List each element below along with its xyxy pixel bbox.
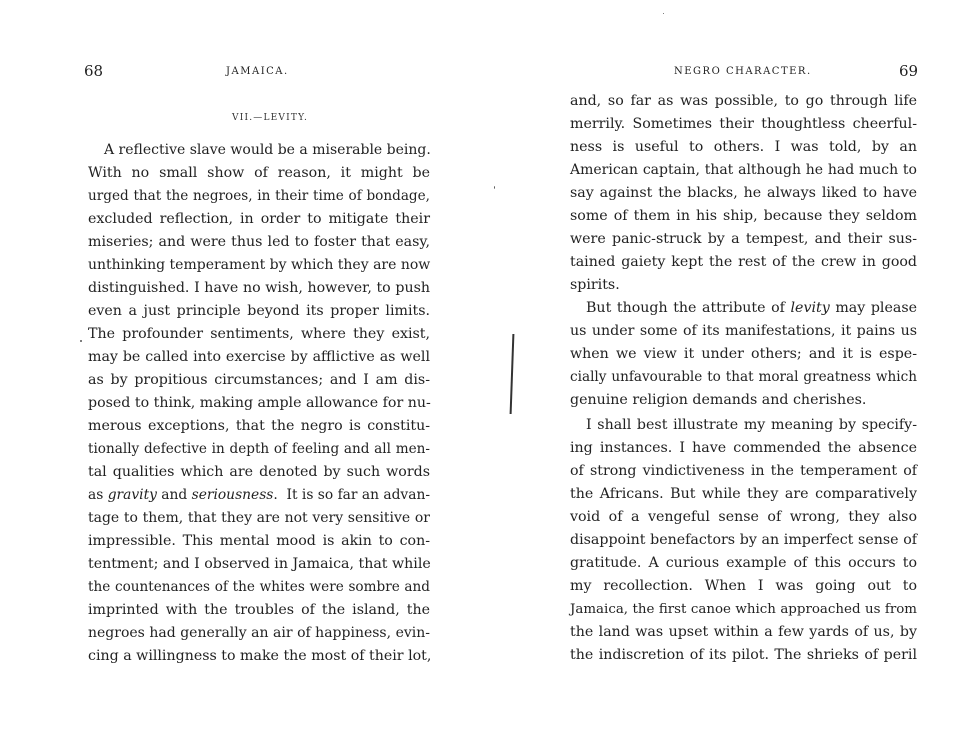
text-line: tal qualities which are denoted by such words	[88, 464, 430, 480]
text-line: when we view it under others; and it is espe-	[570, 346, 917, 362]
text-line: distinguished. I have no wish, however, to push	[88, 280, 430, 296]
text-line: The profounder sentiments, where they exist,	[88, 326, 430, 342]
text-line: tained gaiety kept the rest of the crew in good	[570, 254, 917, 270]
text-line: Jamaica, the first canoe which approached us from	[570, 602, 917, 617]
ink-speck	[663, 13, 664, 14]
text-line: my recollection. When I was going out to	[570, 578, 917, 594]
text-line: A reflective slave would be a miserable being.	[104, 142, 431, 158]
running-title-left: JAMAICA.	[226, 66, 289, 77]
text-line: gratitude. A curious example of this occurs to	[570, 555, 917, 571]
text-line: us under some of its manifestations, it pains us	[570, 323, 917, 339]
text-line: ness is useful to others. I was told, by an	[570, 139, 917, 155]
text-line: were panic-struck by a tempest, and their sus-	[570, 231, 917, 247]
text-line: the indiscretion of its pilot. The shrieks of peril	[570, 647, 917, 663]
text-line: posed to think, making ample allowance for nu-	[88, 395, 431, 411]
text-line: cing a willingness to make the most of their lot,	[88, 648, 432, 664]
text-line: impressible. This mental mood is akin to con-	[88, 533, 430, 549]
text-line: disappoint benefactors by an imperfect sense of	[570, 532, 917, 548]
text-line: void of a vengeful sense of wrong, they also	[570, 509, 917, 525]
text-line: of strong vindictiveness in the temperament of	[570, 463, 917, 479]
text-line: as by propitious circumstances; and I am dis-	[88, 372, 430, 388]
text-line: some of them in his ship, because they seldom	[570, 208, 917, 224]
section-heading: VII.—LEVITY.	[232, 113, 309, 123]
text-line: say against the blacks, he always liked to have	[570, 185, 917, 201]
text-line: unthinking temperament by which they are now	[88, 257, 431, 273]
text-line: urged that the negroes, in their time of bondage,	[88, 188, 430, 204]
text-line: spirits.	[570, 277, 620, 293]
text-line: tentment; and I observed in Jamaica, that while	[88, 556, 431, 572]
ink-speck	[80, 340, 82, 342]
text-line: I shall best illustrate my meaning by specify-	[586, 417, 917, 433]
text-line: merrily. Sometimes their thoughtless cheerful-	[570, 116, 917, 132]
text-line: excluded reflection, in order to mitigate their	[88, 211, 430, 227]
text-line: the countenances of the whites were sombre and	[88, 579, 430, 595]
right-page	[490, 0, 980, 748]
text-line: American captain, that although he had much to	[570, 162, 917, 178]
page-number-right: 69	[899, 62, 919, 80]
text-line: and, so far as was possible, to go through life	[570, 93, 917, 109]
text-line: tionally defective in depth of feeling and all men-	[88, 441, 430, 457]
text-line: But though the attribute of levity may please	[586, 300, 917, 316]
text-line: imprinted with the troubles of the island, the	[88, 602, 430, 618]
text-line: cially unfavourable to that moral greatness which	[570, 369, 917, 385]
text-line: miseries; and were thus led to foster that easy,	[88, 234, 430, 250]
text-line: merous exceptions, that the negro is constitu-	[88, 418, 430, 434]
text-line: negroes had generally an air of happiness, evin-	[88, 625, 430, 641]
text-line: genuine religion demands and cherishes.	[570, 392, 867, 408]
text-line: With no small show of reason, it might be	[88, 165, 430, 181]
text-line: even a just principle beyond its proper limits.	[88, 303, 430, 319]
running-title-right: NEGRO CHARACTER.	[674, 66, 812, 77]
page-number-left: 68	[84, 62, 104, 80]
text-line: ing instances. I have commended the absence	[570, 440, 917, 456]
text-line: the land was upset within a few yards of us, by	[570, 624, 917, 640]
text-line: may be called into exercise by afflictive as well	[88, 349, 430, 365]
text-line: the Africans. But while they are comparatively	[570, 486, 917, 502]
text-line: as gravity and seriousness. It is so far an advan-	[88, 487, 430, 503]
ink-speck	[494, 186, 495, 189]
text-line: tage to them, that they are not very sensitive or	[88, 510, 430, 526]
